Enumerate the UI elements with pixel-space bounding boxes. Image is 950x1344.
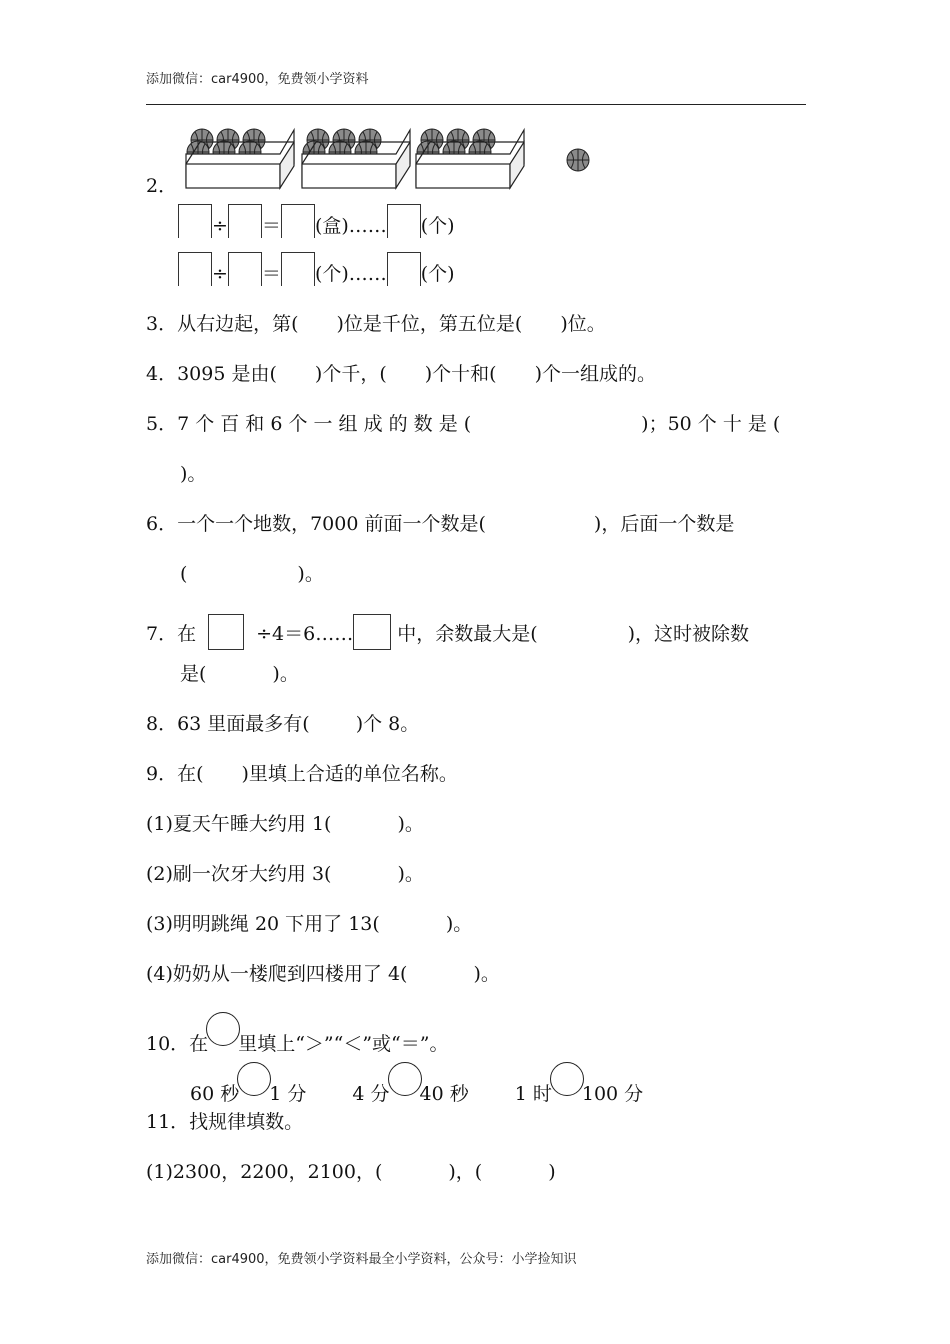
answer-box[interactable] bbox=[228, 252, 262, 286]
q7-cont: 是( )。 bbox=[180, 663, 299, 685]
page-header: 添加微信：car4900，免费领小学资料 bbox=[146, 72, 369, 87]
q6: 6．一个一个地数，7000 前面一个数是( )，后面一个数是 bbox=[146, 513, 735, 535]
answer-circle[interactable] bbox=[237, 1062, 271, 1096]
basketball-box-icon bbox=[186, 129, 294, 188]
basketball-box-icon bbox=[302, 129, 410, 188]
q6-cont: ( )。 bbox=[180, 563, 324, 585]
q2-row2: ÷ ＝ (个)…… (个) bbox=[178, 252, 455, 286]
q3: 3．从右边起，第( )位是千位，第五位是( )位。 bbox=[146, 313, 606, 335]
q9-title: 9．在( )里填上合适的单位名称。 bbox=[146, 763, 458, 785]
answer-box[interactable] bbox=[208, 614, 244, 650]
q9-item: (1)夏天午睡大约用 1( )。 bbox=[146, 813, 424, 835]
answer-circle[interactable] bbox=[206, 1012, 240, 1046]
answer-box[interactable] bbox=[387, 252, 421, 286]
answer-box[interactable] bbox=[228, 204, 262, 238]
page-footer: 添加微信：car4900，免费领小学资料最全小学资料，公众号：小学捡知识 bbox=[146, 1252, 577, 1267]
q7: 7．在 ÷4＝6…… 中，余数最大是( )，这时被除数 bbox=[146, 614, 749, 650]
answer-box[interactable] bbox=[353, 614, 391, 650]
answer-circle[interactable] bbox=[388, 1062, 422, 1096]
q2-number: 2． bbox=[146, 175, 178, 197]
q5: 5．7 个 百 和 6 个 一 组 成 的 数 是 ( )；50 个 十 是 ( bbox=[146, 413, 781, 435]
q9-item: (4)奶奶从一楼爬到四楼用了 4( )。 bbox=[146, 963, 500, 985]
q2-row1: ÷ ＝ (盒)…… (个) bbox=[178, 204, 455, 238]
answer-box[interactable] bbox=[178, 252, 212, 286]
q9-item: (3)明明跳绳 20 下用了 13( )。 bbox=[146, 913, 473, 935]
answer-circle[interactable] bbox=[550, 1062, 584, 1096]
q4: 4．3095 是由( )个千，( )个十和( )个一组成的。 bbox=[146, 363, 656, 385]
answer-box[interactable] bbox=[387, 204, 421, 238]
q10-pairs: 60 秒 1 分 4 分 40 秒 1 时 100 分 bbox=[190, 1062, 643, 1106]
q2-illustration bbox=[184, 124, 604, 190]
basketball-icon bbox=[567, 149, 589, 171]
answer-box[interactable] bbox=[281, 252, 315, 286]
q11-item: (1)2300，2200，2100，( )，( ) bbox=[146, 1161, 556, 1183]
q9-item: (2)刷一次牙大约用 3( )。 bbox=[146, 863, 424, 885]
q11-title: 11．找规律填数。 bbox=[146, 1111, 304, 1133]
q10-title: 10．在 里填上“＞”“＜”或“＝”。 bbox=[146, 1012, 448, 1056]
q8: 8．63 里面最多有( )个 8。 bbox=[146, 713, 420, 735]
header-rule bbox=[146, 104, 806, 105]
q5-cont: )。 bbox=[180, 463, 207, 485]
answer-box[interactable] bbox=[178, 204, 212, 238]
basketball-box-icon bbox=[416, 129, 524, 188]
answer-box[interactable] bbox=[281, 204, 315, 238]
